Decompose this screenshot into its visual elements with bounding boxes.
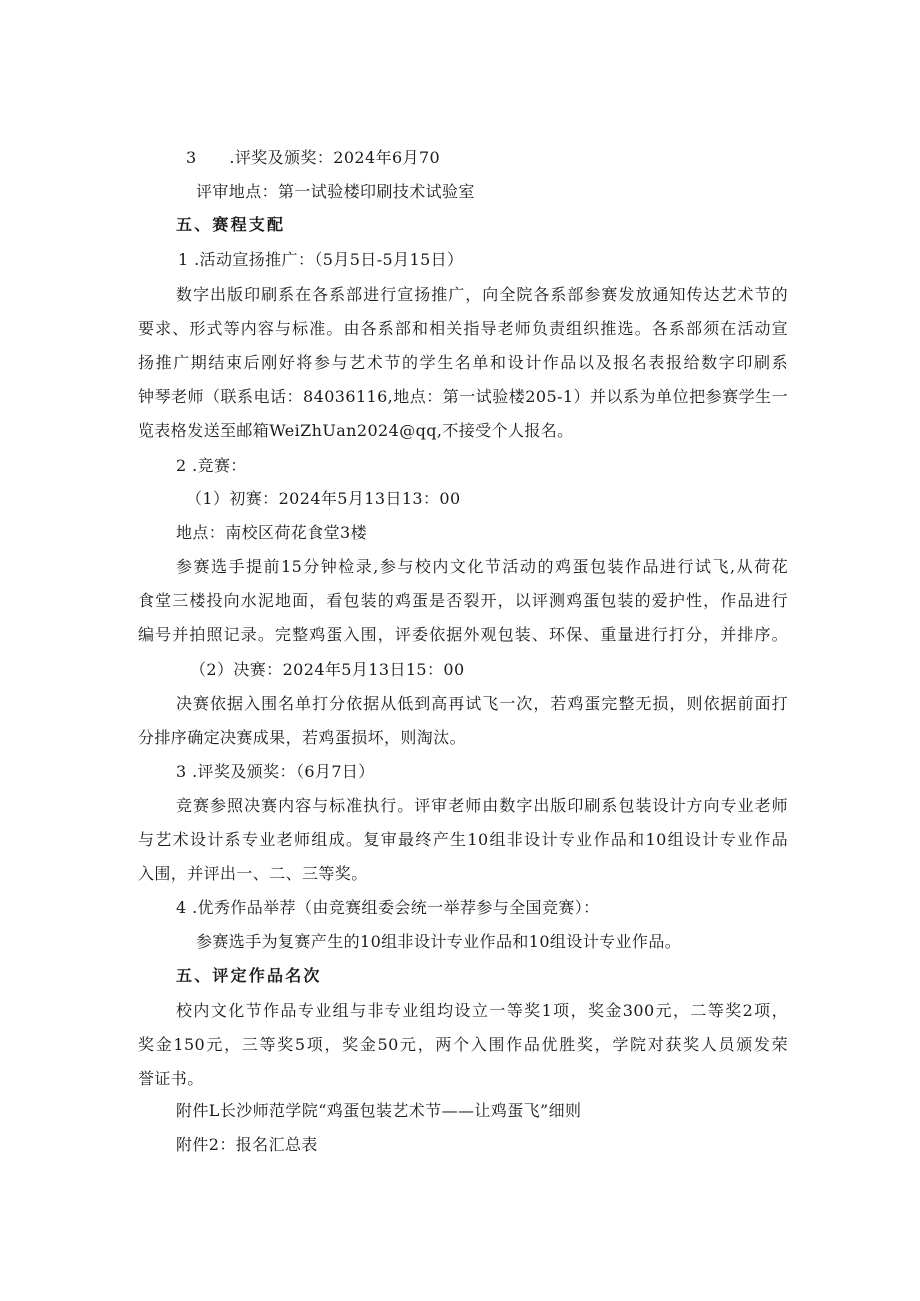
paragraph-line: 食堂三楼投向水泥地面，看包装的鸡蛋是否裂开，以评测鸡蛋包装的爱护性，作品进行 — [138, 591, 788, 610]
paragraph-line: 要求、形式等内容与标准。由各系部和相关指导老师负责组织推选。各系部须在活动宣 — [138, 319, 788, 338]
paragraph-line: 钟琴老师（联系电话：84036116,地点：第一试验楼205-1）并以系为单位把参赛学生一 — [138, 387, 788, 406]
paragraph-line: 数字出版印刷系在各系部进行宣扬推广，向全院各系部参赛发放通知传达艺术节的 — [176, 285, 788, 304]
item-1-heading: 1 .活动宣扬推广：（5月5日-5月15日） — [178, 250, 464, 269]
paragraph-line: 扬推广期结束后刚好将参与艺术节的学生名单和设计作品以及报名表报给数字印刷系 — [138, 353, 788, 372]
preliminary-location-line: 地点：南校区荷花食堂3楼 — [176, 523, 367, 542]
award-date-line: 3 .评奖及颁奖：2024年6月70 — [186, 148, 441, 167]
paragraph-line: 竞赛参照决赛内容与标准执行。评审老师由数字出版印刷系包装设计方向专业老师 — [176, 796, 788, 815]
attachment-1-line: 附件L长沙师范学院“鸡蛋包装艺术节——让鸡蛋飞”细则 — [176, 1101, 582, 1120]
paragraph-line: 誉证书。 — [138, 1069, 204, 1088]
item-3-heading: 3 .评奖及颁奖：（6月7日） — [176, 762, 375, 781]
paragraph-line: 与艺术设计系专业老师组成。复审最终产生10组非设计专业作品和10组设计专业作品 — [138, 830, 788, 849]
section-heading-schedule: 五、赛程支配 — [176, 215, 286, 234]
paragraph-line: 决赛依据入围名单打分依据从低到高再试飞一次，若鸡蛋完整无损，则依据前面打 — [176, 694, 788, 713]
item-4-heading: 4 .优秀作品举荐（由竞赛组委会统一举荐参与全国竞赛）： — [176, 898, 600, 917]
paragraph-line: 入围，并评出一、二、三等奖。 — [138, 864, 368, 883]
paragraph-line: 编号并拍照记录。完整鸡蛋入围，评委依据外观包装、环保、重量进行打分，并排序。 — [138, 625, 788, 644]
paragraph-line: 分排序确定决赛成果，若鸡蛋损坏，则淘汰。 — [138, 728, 467, 747]
section-heading-ranking: 五、评定作品名次 — [176, 966, 322, 985]
paragraph-line: 校内文化节作品专业组与非专业组均设立一等奖1项，奖金300元，二等奖2项， — [176, 1001, 788, 1020]
paragraph-line: 参赛选手提前15分钟检录,参与校内文化节活动的鸡蛋包装作品进行试飞,从荷花 — [176, 557, 788, 576]
item-2-heading: 2 .竞赛： — [176, 456, 247, 475]
preliminary-time-line: （1）初赛：2024年5月13日13：00 — [186, 489, 461, 508]
attachment-2-line: 附件2：报名汇总表 — [176, 1135, 318, 1154]
final-time-line: （2）决赛：2024年5月13日15：00 — [190, 660, 465, 679]
paragraph-line: 奖金150元，三等奖5项，奖金50元，两个入围作品优胜奖，学院对获奖人员颁发荣 — [138, 1035, 788, 1054]
review-location-line: 评审地点：第一试验楼印刷技术试验室 — [196, 182, 475, 201]
paragraph-line: 览表格发送至邮箱WeiZhUan2024@qq,不接受个人报名。 — [138, 421, 574, 440]
paragraph-line: 参赛选手为复赛产生的10组非设计专业作品和10组设计专业作品。 — [196, 932, 682, 951]
